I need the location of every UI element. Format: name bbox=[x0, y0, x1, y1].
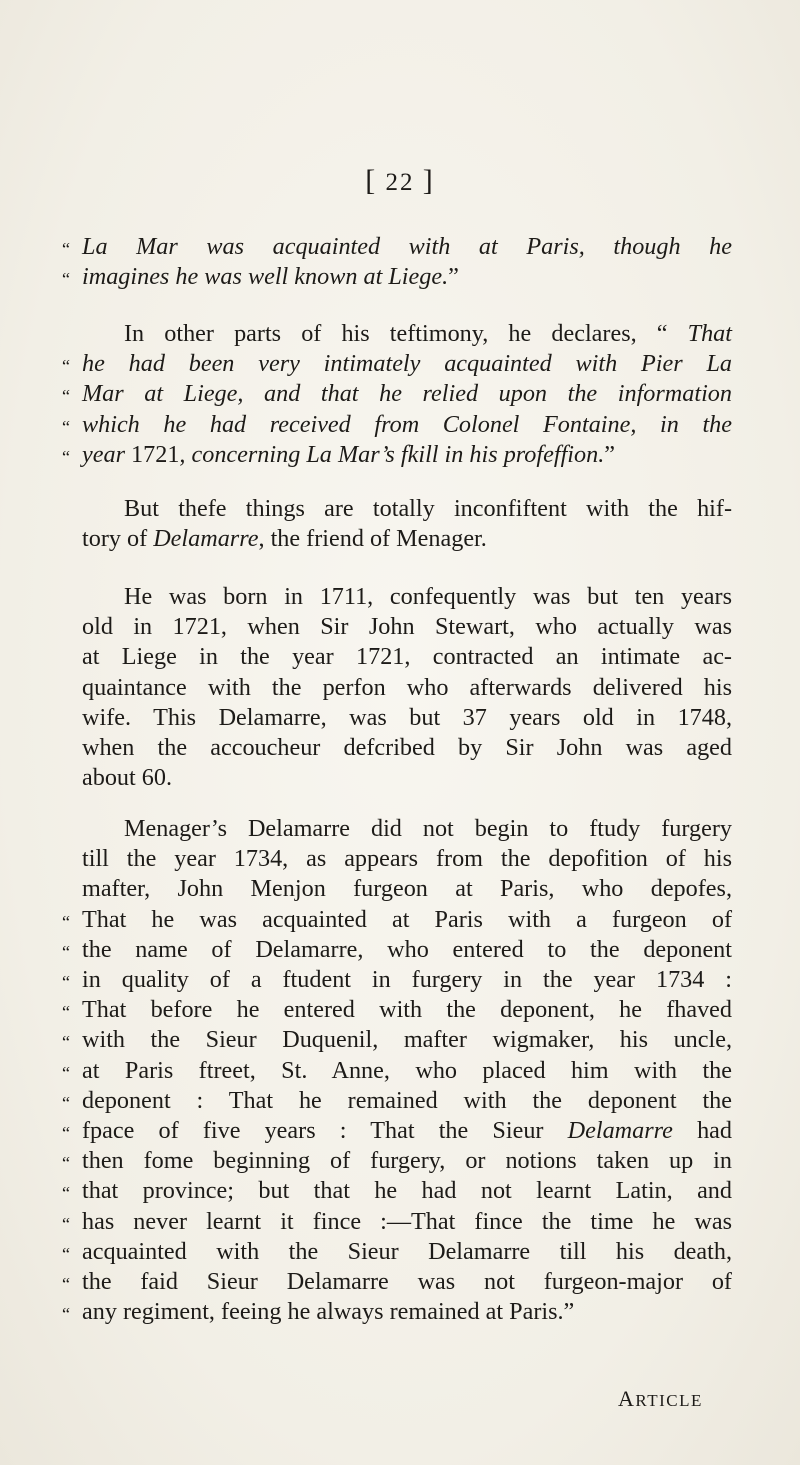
text-line bbox=[62, 1116, 732, 1146]
roman-text: 1721 bbox=[131, 440, 180, 468]
roman-text: That before he entered with the deponent, he fhaved bbox=[82, 996, 732, 1024]
quote-mark: “ bbox=[62, 1183, 70, 1204]
roman-text: ” bbox=[448, 263, 459, 291]
text-line bbox=[82, 612, 732, 642]
text-line bbox=[82, 733, 732, 763]
roman-text: in quality of a ftudent in furgery in the year 1734 : bbox=[82, 966, 732, 994]
catchword bbox=[618, 1386, 703, 1412]
roman-text: at Liege in the year 1721, contracted an intimate ac- bbox=[82, 643, 732, 671]
text-line bbox=[62, 349, 732, 379]
quote-mark: “ bbox=[62, 386, 70, 407]
italic-text: , concerning La Mar’s fkill in his profeffion. bbox=[179, 440, 605, 468]
italic-text: Delamarre bbox=[567, 1117, 673, 1145]
roman-text: tory of bbox=[82, 525, 154, 553]
roman-text: till the year 1734, as appears from the depofition of his bbox=[82, 845, 732, 873]
quote-mark: “ bbox=[62, 1062, 70, 1083]
text-line bbox=[62, 1086, 732, 1116]
roman-text: quaintance with the perfon who afterwards delivered his bbox=[82, 673, 732, 701]
text-line bbox=[82, 673, 732, 703]
text-line bbox=[82, 814, 732, 844]
quote-mark: “ bbox=[62, 1304, 70, 1325]
italic-text: That bbox=[687, 320, 732, 347]
text-line bbox=[62, 1207, 732, 1237]
roman-text: Menager’s Delamarre did not begin to ftudy furgery bbox=[124, 815, 732, 842]
text-line bbox=[62, 379, 732, 409]
text-line bbox=[62, 232, 732, 262]
roman-text: In other parts of his teftimony, he declares, “ bbox=[124, 320, 688, 347]
text-line bbox=[82, 524, 732, 554]
roman-text: fpace of five years : That the Sieur bbox=[82, 1117, 568, 1145]
paragraph-quote-continuation bbox=[62, 232, 732, 292]
text-line bbox=[82, 844, 732, 874]
roman-text: the faid Sieur Delamarre was not furgeon-major of bbox=[82, 1268, 732, 1296]
quote-mark: “ bbox=[62, 1002, 70, 1023]
quote-mark: “ bbox=[62, 1092, 70, 1113]
paragraph-deposition bbox=[62, 814, 732, 1327]
quote-mark: “ bbox=[62, 1153, 70, 1174]
text-line bbox=[62, 905, 732, 935]
roman-text: has never learnt it fince :—That fince the time he was bbox=[82, 1207, 732, 1235]
text-line bbox=[62, 1146, 732, 1176]
roman-text: That he was acquainted at Paris with a furgeon of bbox=[82, 905, 732, 933]
italic-text: Delamarre bbox=[153, 525, 259, 553]
quote-mark: “ bbox=[62, 1213, 70, 1234]
text-line bbox=[82, 642, 732, 672]
roman-text: ” bbox=[604, 440, 615, 468]
roman-text: then fome beginning of furgery, or notions taken up in bbox=[82, 1147, 732, 1175]
roman-text: But thefe things are totally inconfiftent with the hif- bbox=[124, 495, 732, 522]
text-line bbox=[82, 494, 732, 524]
roman-text: any regiment, feeing he always remained at Paris.” bbox=[82, 1298, 575, 1326]
italic-text: year bbox=[82, 440, 132, 468]
roman-text: He was born in 1711, confequently was but ten years bbox=[124, 583, 732, 610]
text-line bbox=[62, 1176, 732, 1206]
roman-text: deponent : That he remained with the deponent the bbox=[82, 1086, 732, 1114]
italic-text: which he had received from Colonel Fontaine, in the bbox=[82, 410, 732, 438]
roman-text: about 60. bbox=[82, 764, 173, 792]
roman-text: the name of Delamarre, who entered to the deponent bbox=[82, 935, 732, 963]
text-line bbox=[62, 262, 732, 292]
text-line bbox=[62, 935, 732, 965]
text-line bbox=[62, 1056, 732, 1086]
text-line bbox=[82, 763, 732, 793]
page-header bbox=[0, 164, 800, 198]
quote-mark: “ bbox=[62, 446, 70, 467]
roman-text: old in 1721, when Sir John Stewart, who actually was bbox=[82, 613, 732, 641]
italic-text: Mar at Liege, and that he relied upon the information bbox=[82, 380, 732, 408]
text-line bbox=[62, 1267, 732, 1297]
text-line bbox=[62, 440, 732, 470]
text-line bbox=[62, 410, 732, 440]
roman-text: at Paris ftreet, St. Anne, who placed him with the bbox=[82, 1056, 732, 1084]
quote-mark: “ bbox=[62, 269, 70, 290]
paragraph-testimony bbox=[62, 319, 732, 470]
paragraph-birth bbox=[82, 582, 732, 793]
italic-text: imagines he was well known at Liege. bbox=[82, 263, 449, 291]
left-bracket: [ bbox=[365, 164, 378, 197]
roman-text: , the friend of Menager. bbox=[258, 525, 487, 553]
quote-mark: “ bbox=[62, 911, 70, 932]
quote-mark: “ bbox=[62, 416, 70, 437]
quote-mark: “ bbox=[62, 239, 70, 259]
text-line bbox=[62, 1297, 732, 1327]
quote-mark: “ bbox=[62, 356, 70, 377]
text-line bbox=[62, 1025, 732, 1055]
text-line bbox=[82, 703, 732, 733]
catchword-initial: A bbox=[618, 1386, 636, 1411]
text-line bbox=[82, 582, 732, 612]
right-bracket: ] bbox=[422, 164, 435, 197]
quote-mark: “ bbox=[62, 1243, 70, 1264]
text-line bbox=[82, 319, 732, 349]
page-number: 22 bbox=[385, 169, 415, 196]
roman-text: had bbox=[672, 1117, 732, 1145]
quote-mark: “ bbox=[62, 972, 70, 993]
text-line bbox=[62, 1237, 732, 1267]
paragraph-inconsistent bbox=[82, 494, 732, 554]
roman-text: mafter, John Menjon furgeon at Paris, who depofes, bbox=[82, 875, 732, 903]
italic-text: he had been very intimately acquainted with Pier La bbox=[82, 350, 732, 378]
text-line bbox=[62, 965, 732, 995]
quote-mark: “ bbox=[62, 1274, 70, 1295]
roman-text: with the Sieur Duquenil, mafter wigmaker, his uncle, bbox=[82, 1026, 732, 1054]
roman-text: that province; but that he had not learnt Latin, and bbox=[82, 1177, 732, 1205]
roman-text: acquainted with the Sieur Delamarre till his death, bbox=[82, 1237, 732, 1265]
italic-text: La Mar was acquainted with at Paris, though he bbox=[82, 233, 732, 260]
quote-mark: “ bbox=[62, 941, 70, 962]
quote-mark: “ bbox=[62, 1123, 70, 1144]
quote-mark: “ bbox=[62, 1032, 70, 1053]
catchword-rest: RTICLE bbox=[635, 1391, 703, 1410]
text-line bbox=[62, 995, 732, 1025]
roman-text: when the accoucheur defcribed by Sir John was aged bbox=[82, 734, 732, 762]
roman-text: wife. This Delamarre, was but 37 years old in 1748, bbox=[82, 703, 732, 731]
text-line bbox=[82, 874, 732, 904]
